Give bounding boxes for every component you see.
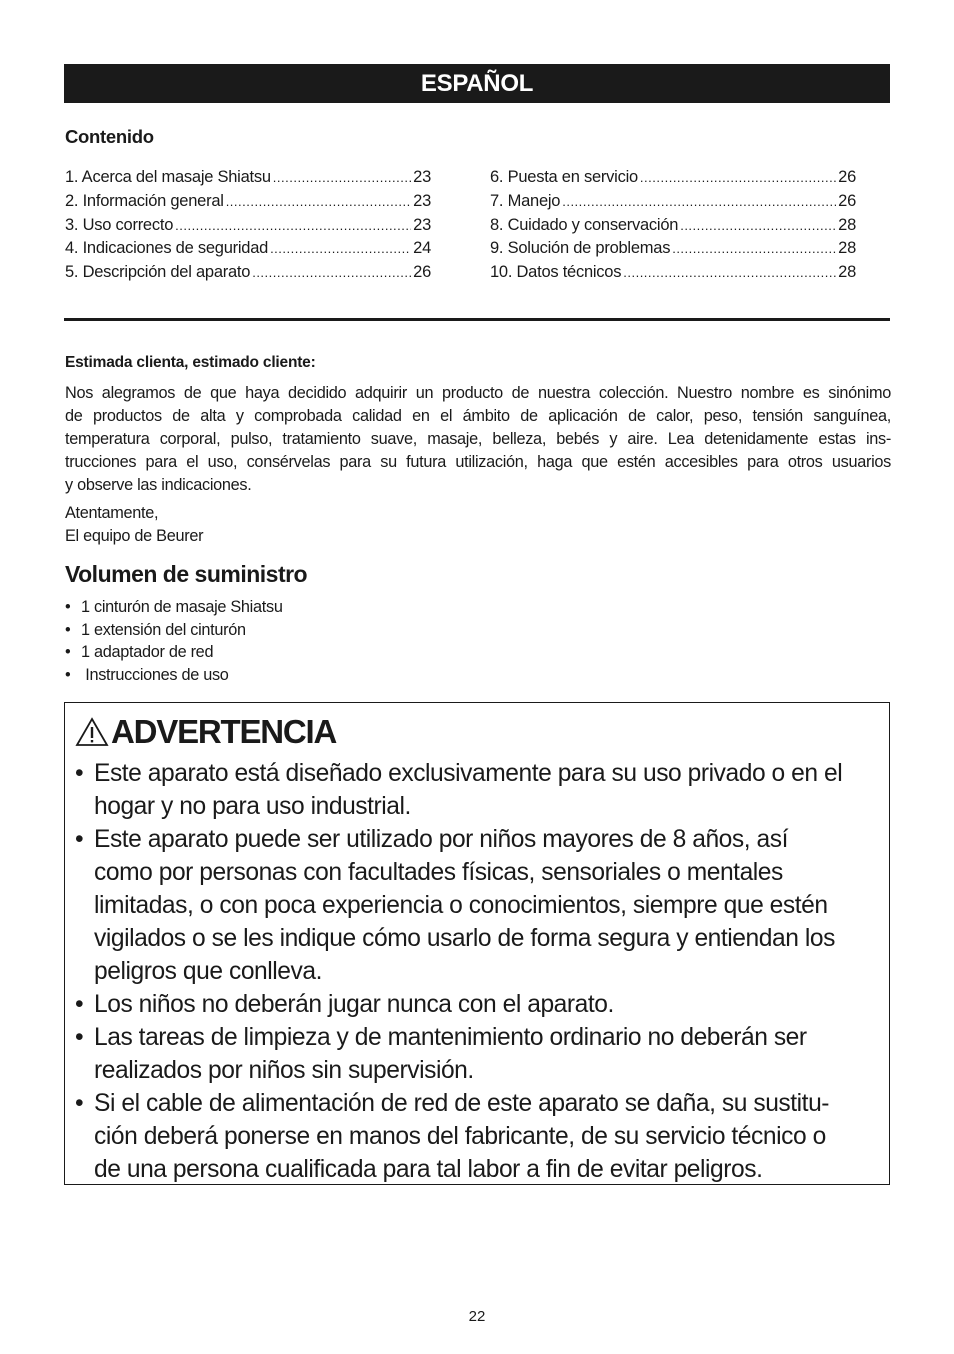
supply-item-text: 1 adaptador de red <box>81 643 214 662</box>
toc-entry-page: 28 <box>838 239 856 258</box>
letter-signature: El equipo de Beurer <box>65 527 204 545</box>
toc-entry-label: 10. Datos técnicos <box>490 263 622 282</box>
bullet-icon: • <box>65 620 71 639</box>
toc-leader-dots <box>226 194 411 209</box>
toc-entry-page: 28 <box>838 215 856 234</box>
warning-line: Las tareas de limpieza y de mantenimiento ordinario no deberán ser <box>94 1024 807 1051</box>
warning-item <box>75 988 881 1021</box>
toc-entry-page: 26 <box>838 168 856 186</box>
toc-entry[interactable] <box>490 239 856 263</box>
toc-entry-page: 26 <box>838 191 856 210</box>
toc-entry-label: 6. Puesta en servicio <box>490 168 638 186</box>
warning-line: limitadas, o con poca experiencia o conocimientos, siempre que estén <box>94 892 828 919</box>
toc-entry-page: 23 <box>413 191 431 210</box>
intro-line: trucciones para el uso, consérvelas para su futura utilización, haga que estén accesibles para otros usuarios <box>65 453 891 471</box>
toc-entry-label: 4. Indicaciones de seguridad <box>65 239 269 258</box>
bullet-icon: • <box>65 643 71 662</box>
letter-salutation: Estimada clienta, estimado cliente: <box>65 354 316 371</box>
warning-item <box>75 823 881 988</box>
toc-entry[interactable] <box>65 239 431 263</box>
toc-entry[interactable] <box>65 192 431 216</box>
warning-title <box>75 713 336 751</box>
toc-entry-page: 23 <box>413 215 431 234</box>
bullet-icon: • <box>75 1024 84 1051</box>
toc-leader-dots <box>680 218 836 233</box>
toc-entry[interactable] <box>490 216 856 240</box>
toc-entry-label: 5. Descripción del aparato <box>65 263 251 282</box>
warning-line: como por personas con facultades físicas, sensoriales o mentales <box>94 859 783 886</box>
intro-line: temperatura corporal, pulso, tratamiento suave, masaje, belleza, bebés y aire. Lea detenidamente estas ins- <box>65 430 891 448</box>
toc-leader-dots <box>623 265 836 280</box>
warning-list <box>75 757 881 1186</box>
toc-entry-label: 8. Cuidado y conservación <box>490 215 679 234</box>
warning-line: peligros que conlleva. <box>94 958 322 985</box>
bullet-icon: • <box>65 666 71 685</box>
toc-entry[interactable] <box>490 263 856 287</box>
letter-closing: Atentamente, <box>65 504 159 522</box>
supply-item-text: 1 cinturón de masaje Shiatsu <box>81 598 283 616</box>
supply-list <box>65 596 283 687</box>
letter-signoff <box>65 502 203 548</box>
language-header: ESPAÑOL <box>64 64 890 103</box>
toc-column-right <box>490 168 856 287</box>
toc-leader-dots <box>640 170 836 185</box>
warning-item <box>75 757 881 823</box>
intro-line: de productos de alta y comprobada calidad en el ámbito de aplicación de calor, peso, tensión sanguínea, <box>65 407 891 425</box>
warning-line: Los niños no deberán jugar nunca con el aparato. <box>94 991 614 1018</box>
toc-entry[interactable] <box>65 263 431 287</box>
warning-line: realizados por niños sin supervisión. <box>94 1057 474 1084</box>
toc-entry-page: 23 <box>413 168 431 186</box>
supply-item <box>65 664 283 687</box>
toc-entry-label: 7. Manejo <box>490 191 561 210</box>
warning-line: vigilados o se les indique cómo usarlo de forma segura y entiendan los <box>94 925 835 952</box>
toc-entry-page: 26 <box>413 263 431 282</box>
supply-heading: Volumen de suministro <box>65 561 308 587</box>
toc-leader-dots <box>270 241 411 256</box>
bullet-icon: • <box>65 598 71 616</box>
toc-heading: Contenido <box>65 126 154 147</box>
bullet-icon: • <box>75 760 84 787</box>
toc-leader-dots <box>672 241 836 256</box>
toc-entry-label: 1. Acerca del masaje Shiatsu <box>65 168 271 186</box>
warning-item <box>75 1087 881 1186</box>
supply-item <box>65 641 283 664</box>
toc-entry-label: 2. Información general <box>65 191 224 210</box>
bullet-icon: • <box>75 826 84 853</box>
supply-item-text: Instrucciones de uso <box>81 666 229 685</box>
toc-entry[interactable] <box>65 216 431 240</box>
warning-line: Este aparato puede ser utilizado por niños mayores de 8 años, así <box>94 826 788 853</box>
toc-entry-label: 9. Solución de problemas <box>490 239 671 258</box>
warning-line: hogar y no para uso industrial. <box>94 793 411 820</box>
toc-entry-page: 28 <box>838 263 856 282</box>
toc-leader-dots <box>175 218 411 233</box>
intro-paragraph <box>65 382 891 497</box>
warning-item <box>75 1021 881 1087</box>
section-divider <box>64 318 890 321</box>
toc-entry[interactable] <box>490 192 856 216</box>
warning-box <box>64 702 890 1185</box>
page-number: 22 <box>468 1308 486 1325</box>
supply-item <box>65 596 283 619</box>
toc-entry-label: 3. Uso correcto <box>65 215 174 234</box>
warning-triangle-icon <box>75 717 109 747</box>
toc-entry[interactable] <box>65 168 431 192</box>
bullet-icon: • <box>75 1090 84 1117</box>
toc-column-left <box>65 168 431 287</box>
toc-leader-dots <box>562 194 836 209</box>
toc-entry[interactable] <box>490 168 856 192</box>
warning-line: Este aparato está diseñado exclusivamente para su uso privado o en el <box>94 760 843 787</box>
intro-line: y observe las indicaciones. <box>65 476 252 494</box>
warning-line: Si el cable de alimentación de red de este aparato se daña, su sustitu- <box>94 1090 830 1117</box>
toc-entry-page: 24 <box>413 239 431 258</box>
toc-leader-dots <box>252 265 411 280</box>
supply-item <box>65 619 283 642</box>
intro-line: Nos alegramos de que haya decidido adquirir un producto de nuestra colección. Nuestro nombre es sinónimo <box>65 384 891 402</box>
supply-item-text: 1 extensión del cinturón <box>81 620 246 639</box>
toc-leader-dots <box>273 170 411 185</box>
warning-title-text: ADVERTENCIA <box>111 713 337 750</box>
warning-line: de una persona cualificada para tal labor a fin de evitar peligros. <box>94 1156 763 1183</box>
warning-line: ción deberá ponerse en manos del fabricante, de su servicio técnico o <box>94 1123 826 1150</box>
bullet-icon: • <box>75 991 84 1018</box>
